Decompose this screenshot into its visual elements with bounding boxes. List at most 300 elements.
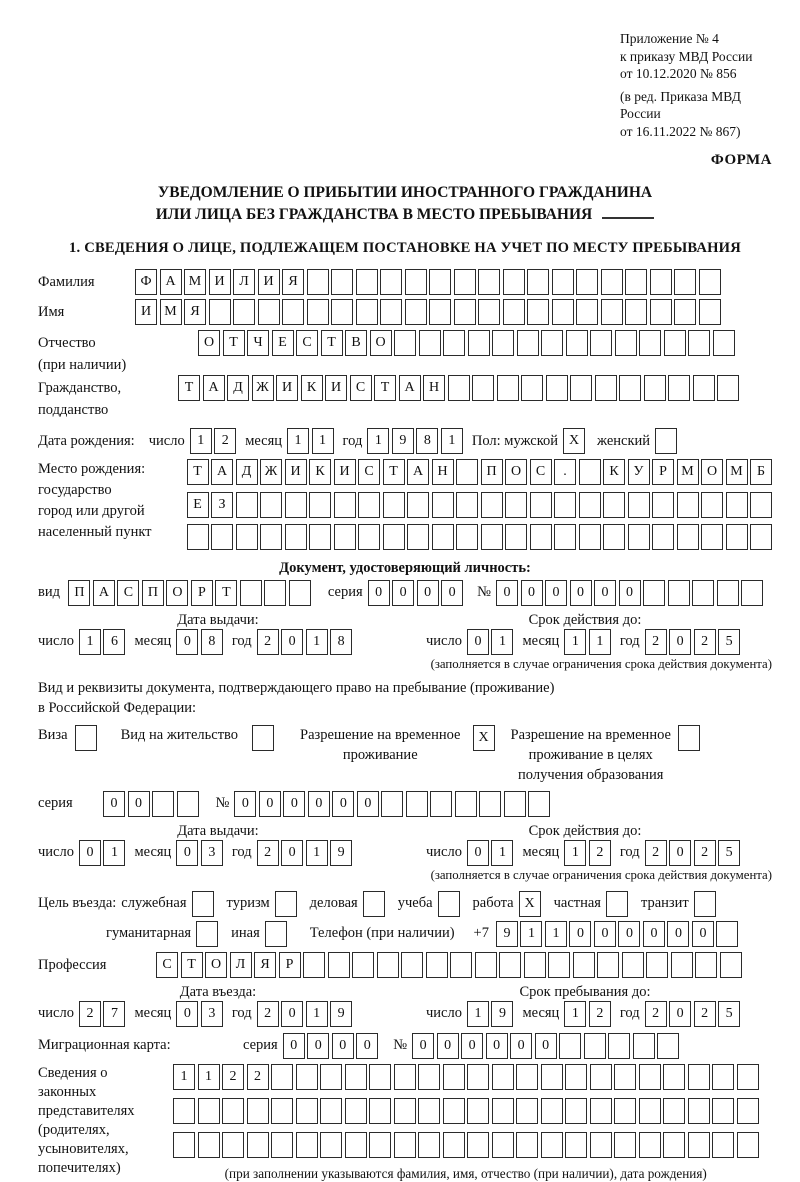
form-cell	[448, 375, 470, 401]
entry-day-cells	[79, 1001, 126, 1027]
form-cell: Ж	[252, 375, 274, 401]
form-cell	[548, 952, 570, 978]
entry-purpose-row2	[106, 921, 772, 947]
form-cell	[211, 524, 233, 550]
form-cell	[271, 1064, 293, 1090]
temp-residence-label-line1: Разрешение на временное	[300, 726, 461, 743]
form-cell	[546, 375, 568, 401]
iddoc-valid-year-cells	[645, 629, 741, 655]
form-cell: 0	[392, 580, 414, 606]
form-cell	[671, 952, 693, 978]
form-cell	[401, 952, 423, 978]
section1-heading: 1. СВЕДЕНИЯ О ЛИЦЕ, ПОДЛЕЖАЩЕМ ПОСТАНОВКЕ НА УЧЕТ ПО МЕСТУ ПРЕБЫВАНИЯ	[69, 240, 741, 256]
form-cell: М	[184, 269, 206, 295]
form-cell	[625, 299, 647, 325]
legal-reference	[620, 30, 772, 140]
form-cell	[527, 299, 549, 325]
form-cell: 0	[332, 791, 354, 817]
form-cell: 1	[564, 840, 586, 866]
form-cell: 1	[564, 1001, 586, 1027]
form-cell	[454, 299, 476, 325]
form-cell: 8	[330, 629, 352, 655]
form-cell	[737, 1098, 759, 1124]
legal-reference-line: от 10.12.2020 № 856	[620, 66, 737, 81]
form-cell: Т	[181, 952, 203, 978]
form-cell	[625, 269, 647, 295]
birthplace-row	[38, 459, 772, 557]
form-cell: 2	[694, 629, 716, 655]
form-cell	[701, 524, 723, 550]
form-cell: 2	[589, 1001, 611, 1027]
purpose-tourism-checkbox	[275, 891, 297, 917]
temp-residence-edu-checkbox	[678, 725, 700, 751]
form-cell: 0	[283, 1033, 305, 1059]
profession-label: Профессия	[38, 956, 107, 973]
form-cell: Б	[750, 459, 772, 485]
form-cell: О	[370, 330, 392, 356]
form-cell	[712, 1064, 734, 1090]
day-label: число	[426, 844, 462, 860]
iddoc-issue-month-cells	[176, 629, 223, 655]
citizenship-label-line1: Гражданство,	[38, 380, 122, 396]
given-name-row	[38, 299, 772, 325]
form-cell	[479, 791, 501, 817]
purpose-humanitarian-label: гуманитарная	[106, 925, 192, 941]
form-cell	[657, 1033, 679, 1059]
entry-purpose-row1	[38, 891, 772, 917]
form-cell	[614, 1098, 636, 1124]
form-cell	[716, 921, 738, 947]
form-cell	[615, 330, 637, 356]
form-cell	[222, 1098, 244, 1124]
form-cell: М	[726, 459, 748, 485]
form-cell	[152, 791, 174, 817]
form-cell: 5	[718, 629, 740, 655]
birth-month-cells	[287, 428, 334, 454]
form-cell: С	[296, 330, 318, 356]
form-cell	[590, 1132, 612, 1158]
form-cell	[597, 952, 619, 978]
form-cell: 0	[669, 629, 691, 655]
form-cell: О	[198, 330, 220, 356]
form-cell: С	[530, 459, 552, 485]
form-cell: X	[473, 725, 495, 751]
form-cell: А	[160, 269, 182, 295]
form-cell	[418, 1132, 440, 1158]
form-cell: 2	[214, 428, 236, 454]
form-cell	[307, 269, 329, 295]
form-cell: X	[519, 891, 541, 917]
iddoc-date-headers	[38, 612, 772, 629]
stay-month-cells	[564, 1001, 611, 1027]
form-cell	[650, 269, 672, 295]
form-cell: Т	[321, 330, 343, 356]
form-cell	[456, 492, 478, 518]
entry-date-headers	[38, 984, 772, 1001]
valid-until-heading: Срок действия до:	[528, 822, 642, 839]
visa-label: Виза	[38, 726, 68, 743]
birthplace-cells-row1	[187, 459, 773, 485]
form-cell: О	[505, 459, 527, 485]
resdoc-valid-day-cells	[467, 840, 514, 866]
form-cell	[369, 1132, 391, 1158]
form-cell	[663, 1132, 685, 1158]
form-cell: С	[117, 580, 139, 606]
resdoc-issue-month-cells	[176, 840, 223, 866]
form-cell: 1	[312, 428, 334, 454]
form-cell: 1	[491, 840, 513, 866]
iddoc-dates-row	[38, 629, 772, 655]
guardians-footnote: (при заполнении указываются фамилия, имя, отчество (при наличии), дата рождения)	[224, 1165, 707, 1181]
temp-residence-edu-label	[511, 725, 671, 785]
form-cell	[467, 1098, 489, 1124]
form-cell	[688, 1132, 710, 1158]
purpose-business-checkbox	[363, 891, 385, 917]
form-cell: Т	[187, 459, 209, 485]
form-cell	[694, 891, 716, 917]
surname-cells	[135, 269, 721, 295]
form-cell: 9	[496, 921, 518, 947]
form-cell	[258, 299, 280, 325]
form-cell: О	[205, 952, 227, 978]
form-cell	[467, 1132, 489, 1158]
profession-row	[38, 952, 772, 978]
form-cell: Т	[178, 375, 200, 401]
form-cell	[377, 952, 399, 978]
form-cell: И	[285, 459, 307, 485]
resdoc-issue-day-cells	[79, 840, 126, 866]
form-cell	[369, 1098, 391, 1124]
form-cell	[432, 524, 454, 550]
form-cell	[252, 725, 274, 751]
form-cell	[265, 921, 287, 947]
year-label: год	[231, 1005, 252, 1021]
form-cell	[260, 492, 282, 518]
form-cell	[443, 1064, 465, 1090]
form-cell: 1	[589, 629, 611, 655]
form-cell	[516, 1098, 538, 1124]
month-label: месяц	[134, 633, 172, 649]
form-cell	[394, 330, 416, 356]
form-cell	[595, 375, 617, 401]
form-cell	[579, 492, 601, 518]
form-cell: 1	[306, 1001, 328, 1027]
form-cell: Я	[254, 952, 276, 978]
form-cell: 0	[486, 1033, 508, 1059]
form-cell: 0	[332, 1033, 354, 1059]
form-cell: 1	[441, 428, 463, 454]
birthplace-cells-row2	[187, 492, 773, 518]
form-cell	[603, 492, 625, 518]
form-cell	[712, 1098, 734, 1124]
migration-series-cells	[283, 1033, 379, 1059]
legal-reference-line: (в ред. Приказа МВД России	[620, 88, 741, 121]
form-cell	[358, 492, 380, 518]
entry-year-cells	[257, 1001, 353, 1027]
form-cell	[554, 492, 576, 518]
legal-reference-line: от 16.11.2022 № 867)	[620, 123, 741, 139]
visa-checkbox	[75, 725, 97, 751]
form-cell: 1	[520, 921, 542, 947]
form-cell	[356, 299, 378, 325]
day-label: число	[38, 844, 74, 860]
form-cell	[521, 375, 543, 401]
form-cell: 0	[669, 1001, 691, 1027]
month-label: месяц	[522, 633, 560, 649]
form-cell: А	[399, 375, 421, 401]
form-cell	[579, 459, 601, 485]
form-cell: К	[301, 375, 323, 401]
form-cell	[601, 269, 623, 295]
form-cell: О	[166, 580, 188, 606]
form-cell	[240, 580, 262, 606]
residence-permit-checkbox	[252, 725, 274, 751]
residence-permit-label: Вид на жительство	[120, 726, 239, 743]
form-cell	[429, 299, 451, 325]
form-cell	[644, 375, 666, 401]
form-cell	[750, 492, 772, 518]
form-cell	[303, 952, 325, 978]
form-cell	[737, 1132, 759, 1158]
form-cell	[192, 891, 214, 917]
form-cell	[198, 1132, 220, 1158]
form-cell: 0	[103, 791, 125, 817]
form-cell	[481, 492, 503, 518]
number-label: №	[393, 1037, 408, 1053]
purpose-work-label: работа	[472, 895, 514, 911]
form-cell: 0	[669, 840, 691, 866]
form-cell	[655, 428, 677, 454]
form-cell: 2	[645, 629, 667, 655]
form-cell	[720, 952, 742, 978]
validity-footnote: (заполняется в случае ограничения срока действия документа)	[430, 867, 772, 882]
guardians-cells-block	[173, 1064, 759, 1182]
phone-label: Телефон (при наличии)	[309, 925, 455, 941]
purpose-study-label: учеба	[397, 895, 433, 911]
phone-cells	[496, 921, 739, 947]
form-cell	[309, 524, 331, 550]
form-cell: 0	[308, 791, 330, 817]
form-cell	[443, 1098, 465, 1124]
migration-card-row	[38, 1033, 772, 1059]
form-cell: 0	[281, 1001, 303, 1027]
temp-residence-checkbox	[473, 725, 495, 751]
form-cell: Р	[279, 952, 301, 978]
form-cell	[455, 791, 477, 817]
form-cell: А	[407, 459, 429, 485]
guardians-label-line6: попечителях)	[38, 1159, 121, 1176]
form-cell	[559, 1033, 581, 1059]
form-cell	[565, 1098, 587, 1124]
form-cell	[334, 524, 356, 550]
form-cell	[663, 1098, 685, 1124]
doc-type-cells	[68, 580, 311, 606]
form-cell	[247, 1132, 269, 1158]
form-cell: 1	[190, 428, 212, 454]
birthplace-label	[38, 459, 187, 543]
form-cell: 5	[718, 1001, 740, 1027]
form-cell	[443, 1132, 465, 1158]
form-cell	[668, 580, 690, 606]
form-cell: 0	[619, 580, 641, 606]
form-cell	[503, 299, 525, 325]
form-cell: 0	[496, 580, 518, 606]
form-cell: 5	[718, 840, 740, 866]
form-cell	[639, 1132, 661, 1158]
form-cell	[678, 725, 700, 751]
form-cell	[236, 492, 258, 518]
resdoc-issue-year-cells	[257, 840, 353, 866]
form-cell: Ч	[247, 330, 269, 356]
form-cell	[639, 1064, 661, 1090]
birthdate-label: Дата рождения:	[38, 432, 135, 449]
form-cell	[643, 580, 665, 606]
form-cell	[541, 1132, 563, 1158]
form-cell	[688, 1064, 710, 1090]
form-cell	[405, 269, 427, 295]
birthplace-label-line2: государство	[38, 482, 112, 498]
form-cell: X	[563, 428, 585, 454]
form-cell	[663, 1064, 685, 1090]
form-cell	[456, 524, 478, 550]
purpose-transit-checkbox	[694, 891, 716, 917]
month-label: месяц	[245, 432, 283, 449]
form-cell	[334, 492, 356, 518]
month-label: месяц	[134, 1005, 172, 1021]
form-cell	[576, 269, 598, 295]
form-cell: 8	[201, 629, 223, 655]
form-cell: Л	[233, 269, 255, 295]
issue-date-heading: Дата выдачи:	[177, 611, 259, 628]
form-cell	[331, 269, 353, 295]
form-cell	[699, 269, 721, 295]
month-label: месяц	[134, 844, 172, 860]
form-cell: 0	[667, 921, 689, 947]
form-cell	[497, 375, 519, 401]
day-label: число	[38, 633, 74, 649]
form-cell	[688, 330, 710, 356]
entry-dates-row	[38, 1001, 772, 1027]
residence-doc-number-row	[38, 791, 772, 817]
form-cell: 0	[79, 840, 101, 866]
form-cell	[622, 952, 644, 978]
form-cell	[524, 952, 546, 978]
form-cell: А	[93, 580, 115, 606]
birth-day-cells	[190, 428, 237, 454]
form-title	[38, 182, 772, 225]
form-cell	[541, 330, 563, 356]
form-cell	[652, 492, 674, 518]
iddoc-issue-year-cells	[257, 629, 353, 655]
form-cell	[260, 524, 282, 550]
form-cell: 0	[692, 921, 714, 947]
form-cell: Т	[215, 580, 237, 606]
form-cell	[499, 952, 521, 978]
form-cell	[699, 299, 721, 325]
day-label: число	[426, 1005, 462, 1021]
form-cell: 0	[594, 580, 616, 606]
iddoc-valid-day-cells	[467, 629, 514, 655]
form-cell: Н	[432, 459, 454, 485]
form-cell	[505, 492, 527, 518]
form-cell: И	[325, 375, 347, 401]
form-cell	[356, 269, 378, 295]
form-cell: 2	[645, 840, 667, 866]
form-cell	[527, 269, 549, 295]
form-cell: 1	[545, 921, 567, 947]
form-cell	[75, 725, 97, 751]
form-cell: 0	[176, 840, 198, 866]
form-cell: О	[701, 459, 723, 485]
resdoc-dates-row	[38, 840, 772, 866]
form-cell: И	[276, 375, 298, 401]
profession-cells	[156, 952, 742, 978]
form-cell: М	[160, 299, 182, 325]
form-cell	[492, 1098, 514, 1124]
form-cell: 0	[437, 1033, 459, 1059]
form-cell: 9	[392, 428, 414, 454]
form-cell	[478, 299, 500, 325]
form-cell	[381, 791, 403, 817]
resdoc-date-headers	[38, 823, 772, 840]
form-cell	[173, 1098, 195, 1124]
citizenship-cells	[178, 375, 739, 401]
doc-type-label: вид	[38, 584, 60, 600]
year-label: год	[619, 633, 640, 649]
purpose-work-checkbox	[519, 891, 541, 917]
form-cell	[285, 524, 307, 550]
form-cell	[407, 524, 429, 550]
form-cell	[296, 1132, 318, 1158]
form-cell: К	[603, 459, 625, 485]
form-title-line1: УВЕДОМЛЕНИЕ О ПРИБЫТИИ ИНОСТРАННОГО ГРАЖДАНИНА	[157, 184, 653, 201]
form-cell	[358, 524, 380, 550]
form-cell: К	[309, 459, 331, 485]
form-cell	[307, 299, 329, 325]
form-cell: 1	[367, 428, 389, 454]
form-cell: Р	[191, 580, 213, 606]
form-cell	[328, 952, 350, 978]
form-cell	[407, 492, 429, 518]
form-cell	[677, 524, 699, 550]
form-cell: 2	[257, 1001, 279, 1027]
residence-doc-text-line2: в Российской Федерации:	[38, 699, 197, 716]
form-cell: 1	[79, 629, 101, 655]
purpose-private-label: частная	[553, 895, 601, 911]
form-cell	[394, 1098, 416, 1124]
form-cell: 9	[330, 840, 352, 866]
form-cell	[668, 375, 690, 401]
stay-day-cells	[467, 1001, 514, 1027]
form-cell: П	[68, 580, 90, 606]
form-cell: 3	[201, 840, 223, 866]
form-cell: 0	[467, 629, 489, 655]
given-name-cells	[135, 299, 721, 325]
identity-doc-heading: Документ, удостоверяющий личность:	[279, 559, 531, 576]
year-label: год	[342, 432, 363, 449]
form-cell	[481, 524, 503, 550]
form-cell	[394, 1064, 416, 1090]
form-cell	[639, 1098, 661, 1124]
form-cell: 2	[645, 1001, 667, 1027]
iddoc-issue-day-cells	[79, 629, 126, 655]
form-cell	[713, 330, 735, 356]
form-cell: 2	[589, 840, 611, 866]
form-cell: И	[209, 269, 231, 295]
stay-until-heading: Срок пребывания до:	[519, 983, 651, 1000]
year-label: год	[619, 844, 640, 860]
form-cell	[394, 1132, 416, 1158]
